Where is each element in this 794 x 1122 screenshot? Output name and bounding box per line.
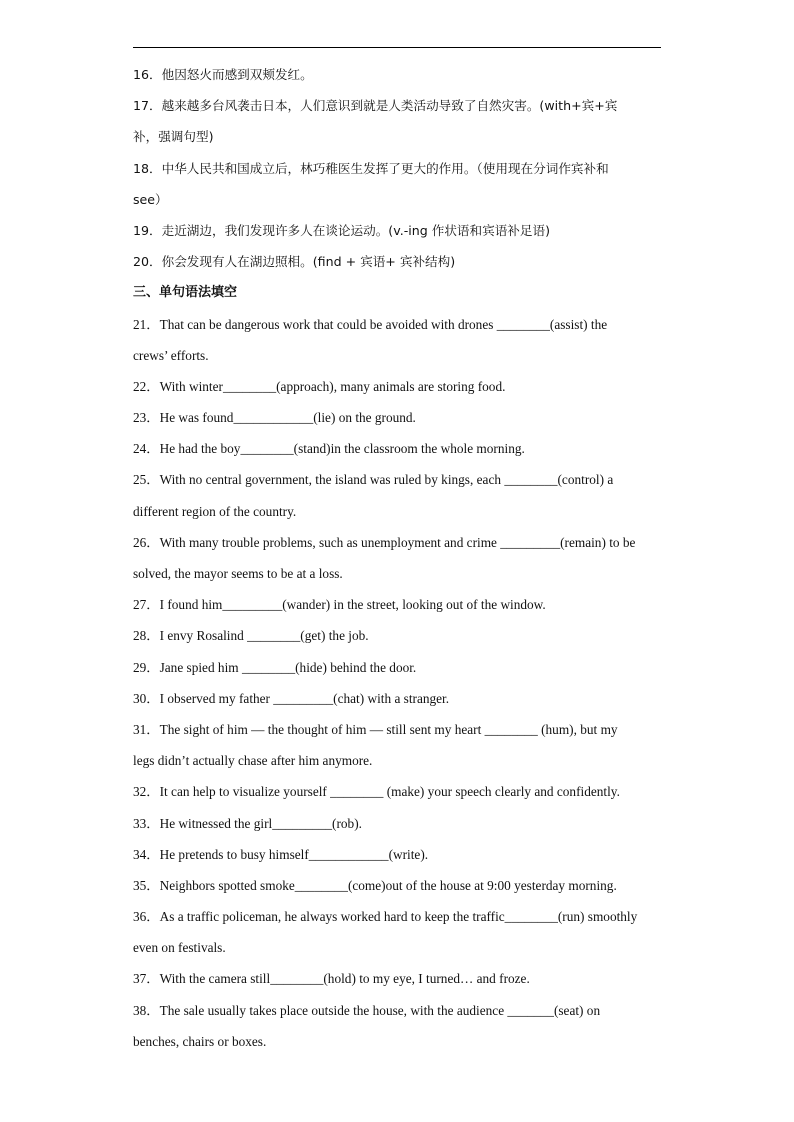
question-line	[133, 625, 663, 656]
question-line	[133, 719, 663, 750]
line-text: 18．中华人民共和国成立后，林巧稚医生发挥了更大的作用。（使用现在分词作宾补和	[133, 160, 609, 176]
line-text: 33．He witnessed the girl_________(rob).	[133, 815, 362, 831]
line-text: 36．As a traffic policeman, he always worked hard to keep the traffic________(run) smoothly	[133, 909, 638, 925]
line-text: 27．I found him_________(wander) in the street, looking out of the window.	[133, 597, 546, 613]
line-text: 35．Neighbors spotted smoke________(come)out of the house at 9:00 yesterday morning.	[133, 877, 617, 893]
line-text: 31．The sight of him — the thought of him — still sent my heart ________ (hum), but my	[133, 721, 618, 737]
question-line	[133, 189, 663, 220]
line-text: see）	[133, 191, 168, 207]
line-text: 29．Jane spied him ________(hide) behind the door.	[133, 659, 417, 675]
question-line	[133, 469, 663, 500]
line-text: benches, chairs or boxes.	[133, 1033, 267, 1049]
question-line	[133, 844, 663, 875]
line-text: 22．With winter________(approach), many animals are storing food.	[133, 378, 506, 394]
question-line	[133, 126, 663, 157]
line-text: 三、单句语法填空	[133, 285, 238, 301]
question-line	[133, 968, 663, 999]
worksheet-body	[133, 64, 663, 1062]
question-line	[133, 345, 663, 376]
question-line	[133, 594, 663, 625]
line-text: 32．It can help to visualize yourself ________ (make) your speech clearly and confidently.	[133, 784, 620, 800]
line-text: 38．The sale usually takes place outside the house, with the audience _______(seat) on	[133, 1002, 601, 1018]
question-line	[133, 64, 663, 95]
line-text: 24．He had the boy________(stand)in the classroom the whole morning.	[133, 441, 525, 457]
line-text: 16．他因怒火而感到双颊发红。	[133, 67, 313, 82]
question-line	[133, 563, 663, 594]
line-text: 30．I observed my father _________(chat) with a stranger.	[133, 690, 450, 706]
question-line	[133, 875, 663, 906]
line-text: 25．With no central government, the island was ruled by kings, each ________(control) a	[133, 472, 614, 488]
line-text: legs didn’t actually chase after him anymore.	[133, 753, 373, 769]
question-line	[133, 906, 663, 937]
question-line	[133, 251, 663, 282]
line-text: 20．你会发现有人在湖边照相。(find + 宾语+ 宾补结构)	[133, 254, 456, 270]
line-text: 34．He pretends to busy himself____________(write).	[133, 846, 429, 862]
question-line	[133, 937, 663, 968]
line-text: 补，强调句型)	[133, 129, 214, 145]
question-line	[133, 314, 663, 345]
line-text: crews’ efforts.	[133, 347, 209, 363]
line-text: solved, the mayor seems to be at a loss.	[133, 566, 343, 581]
line-text: 28．I envy Rosalind ________(get) the job.	[133, 628, 369, 644]
question-line	[133, 657, 663, 688]
line-text: different region of the country.	[133, 503, 297, 519]
question-line	[133, 688, 663, 719]
question-line	[133, 813, 663, 844]
question-line	[133, 1000, 663, 1031]
line-text: 26．With many trouble problems, such as unemployment and crime _________(remain) to be	[133, 534, 636, 550]
question-line	[133, 1031, 663, 1062]
question-line	[133, 781, 663, 812]
line-text: 37．With the camera still________(hold) to my eye, I turned… and froze.	[133, 971, 530, 987]
question-line	[133, 438, 663, 469]
line-text: 19．走近湖边，我们发现许多人在谈论运动。(v.-ing 作状语和宾语补足语)	[133, 222, 550, 238]
line-text: 23．He was found____________(lie) on the ground.	[133, 410, 416, 426]
question-line	[133, 407, 663, 438]
question-line	[133, 750, 663, 781]
header-rule	[133, 47, 661, 48]
question-line	[133, 376, 663, 407]
question-line	[133, 95, 663, 126]
question-line	[133, 220, 663, 251]
question-line	[133, 158, 663, 189]
line-text: 21．That can be dangerous work that could be avoided with drones ________(assist) the	[133, 316, 608, 332]
line-text: even on festivals.	[133, 940, 226, 956]
section-heading	[133, 282, 663, 313]
line-text: 17．越来越多台风袭击日本，人们意识到就是人类活动导致了自然灾害。(with+宾+宾	[133, 98, 618, 114]
question-line	[133, 501, 663, 532]
question-line	[133, 532, 663, 563]
